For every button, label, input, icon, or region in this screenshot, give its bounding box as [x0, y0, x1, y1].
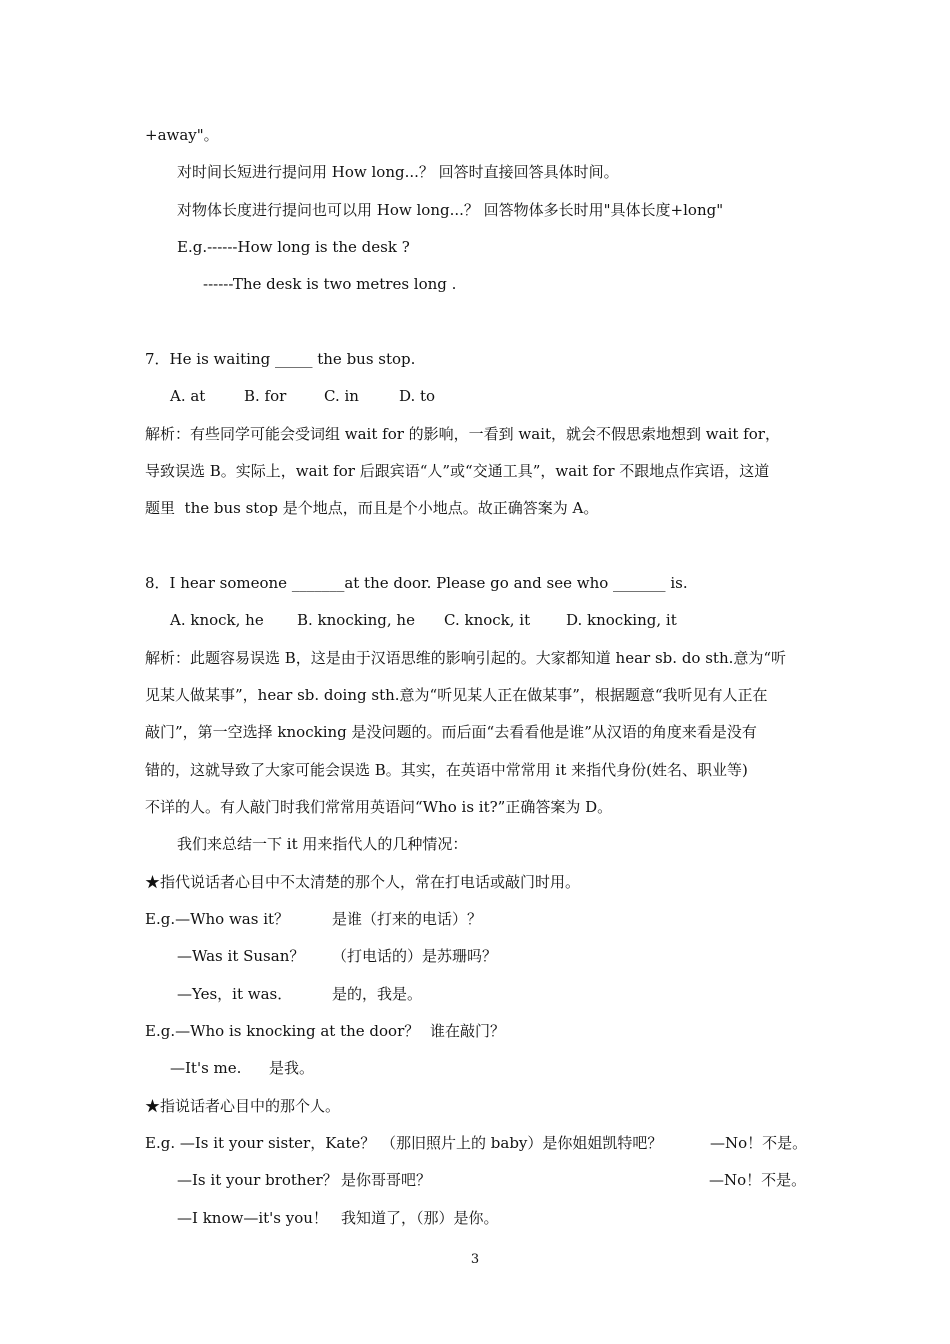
- intro-example-q: E.g.------How long is the desk ?: [177, 238, 410, 256]
- example-zh: 是我。: [269, 1059, 315, 1077]
- example-reply: —No！不是。: [710, 1134, 808, 1152]
- q7-question: 7．He is waiting _____ the bus stop.: [145, 350, 416, 368]
- summary-heading: 我们来总结一下 it 用来指代人的几种情况：: [177, 835, 468, 853]
- q7-analysis-line: 导致误选 B。实际上，wait for 后跟宾语“人”或“交通工具”，wait for 不跟地点作宾语，这道: [145, 462, 770, 480]
- example-reply: —No！不是。: [709, 1171, 807, 1189]
- example-zh: 我知道了，（那）是你。: [341, 1209, 499, 1227]
- q8-option-d: D. knocking, it: [566, 611, 677, 629]
- example-zh: （打电话的）是苏珊吗？: [332, 947, 498, 965]
- q7-option-c: C. in: [324, 387, 359, 405]
- q8-analysis-line: 错的，这就导致了大家可能会误选 B。其实，在英语中常常用 it 来指代身份(姓名、职业等): [145, 761, 748, 779]
- q8-question: 8．I hear someone _______at the door. Please go and see who _______ is.: [145, 574, 688, 592]
- q8-option-c: C. knock, it: [444, 611, 531, 629]
- case-1-heading: ★指代说话者心目中不太清楚的那个人，常在打电话或敲门时用。: [145, 873, 581, 891]
- q7-analysis-line: 解析：有些同学可能会受词组 wait for 的影响，一看到 wait，就会不假思索地想到 wait for，: [145, 425, 780, 443]
- example-zh: 是你哥哥吧？: [341, 1171, 432, 1189]
- q7-option-d: D. to: [399, 387, 436, 405]
- intro-line-1: +away"。: [145, 126, 219, 144]
- example-en: —I know—it's you！: [177, 1209, 328, 1227]
- example-en: —Was it Susan？: [177, 947, 305, 965]
- q7-option-b: B. for: [244, 387, 287, 405]
- q8-analysis-line: 解析：此题容易误选 B，这是由于汉语思维的影响引起的。大家都知道 hear sb. do sth.意为“听: [145, 649, 787, 667]
- case-2-heading: ★指说话者心目中的那个人。: [145, 1097, 341, 1115]
- example-en: —It's me.: [170, 1059, 242, 1077]
- example-zh: 是的，我是。: [332, 985, 423, 1003]
- example-en: E.g.—Who was it？: [145, 910, 290, 928]
- q8-analysis-line: 见某人做某事”，hear sb. doing sth.意为“听见某人正在做某事”，根据题意“我听见有人正在: [145, 686, 768, 704]
- example-en: —Is it your brother？: [177, 1171, 338, 1189]
- example-zh: 谁在敲门？: [430, 1022, 506, 1040]
- example-zh: 是谁（打来的电话）？: [332, 910, 483, 928]
- q8-analysis-line: 敲门”，第一空选择 knocking 是没问题的。而后面“去看看他是谁”从汉语的角度来看是没有: [145, 723, 757, 741]
- intro-line-3: 对物体长度进行提问也可以用 How long...？ 回答物体多长时用"具体长度+long": [177, 201, 724, 219]
- page-number: 3: [470, 1252, 480, 1267]
- example-en: E.g.—Who is knocking at the door？: [145, 1022, 420, 1040]
- q8-analysis-line: 不详的人。有人敲门时我们常常用英语问“Who is it?”正确答案为 D。: [145, 798, 613, 816]
- q7-option-a: A. at: [170, 387, 206, 405]
- example-en: —Yes，it was．: [177, 985, 293, 1003]
- q8-option-b: B. knocking, he: [297, 611, 415, 629]
- q7-analysis-line: 题里 the bus stop 是个地点，而且是个小地点。故正确答案为 A。: [145, 499, 599, 517]
- intro-example-a: ------The desk is two metres long .: [203, 275, 457, 293]
- q8-option-a: A. knock, he: [170, 611, 264, 629]
- intro-line-2: 对时间长短进行提问用 How long...？ 回答时直接回答具体时间。: [177, 163, 619, 181]
- example-zh: （那旧照片上的 baby）是你姐姐凯特吧？: [381, 1134, 663, 1152]
- example-en: E.g. —Is it your sister，Kate？: [145, 1134, 376, 1152]
